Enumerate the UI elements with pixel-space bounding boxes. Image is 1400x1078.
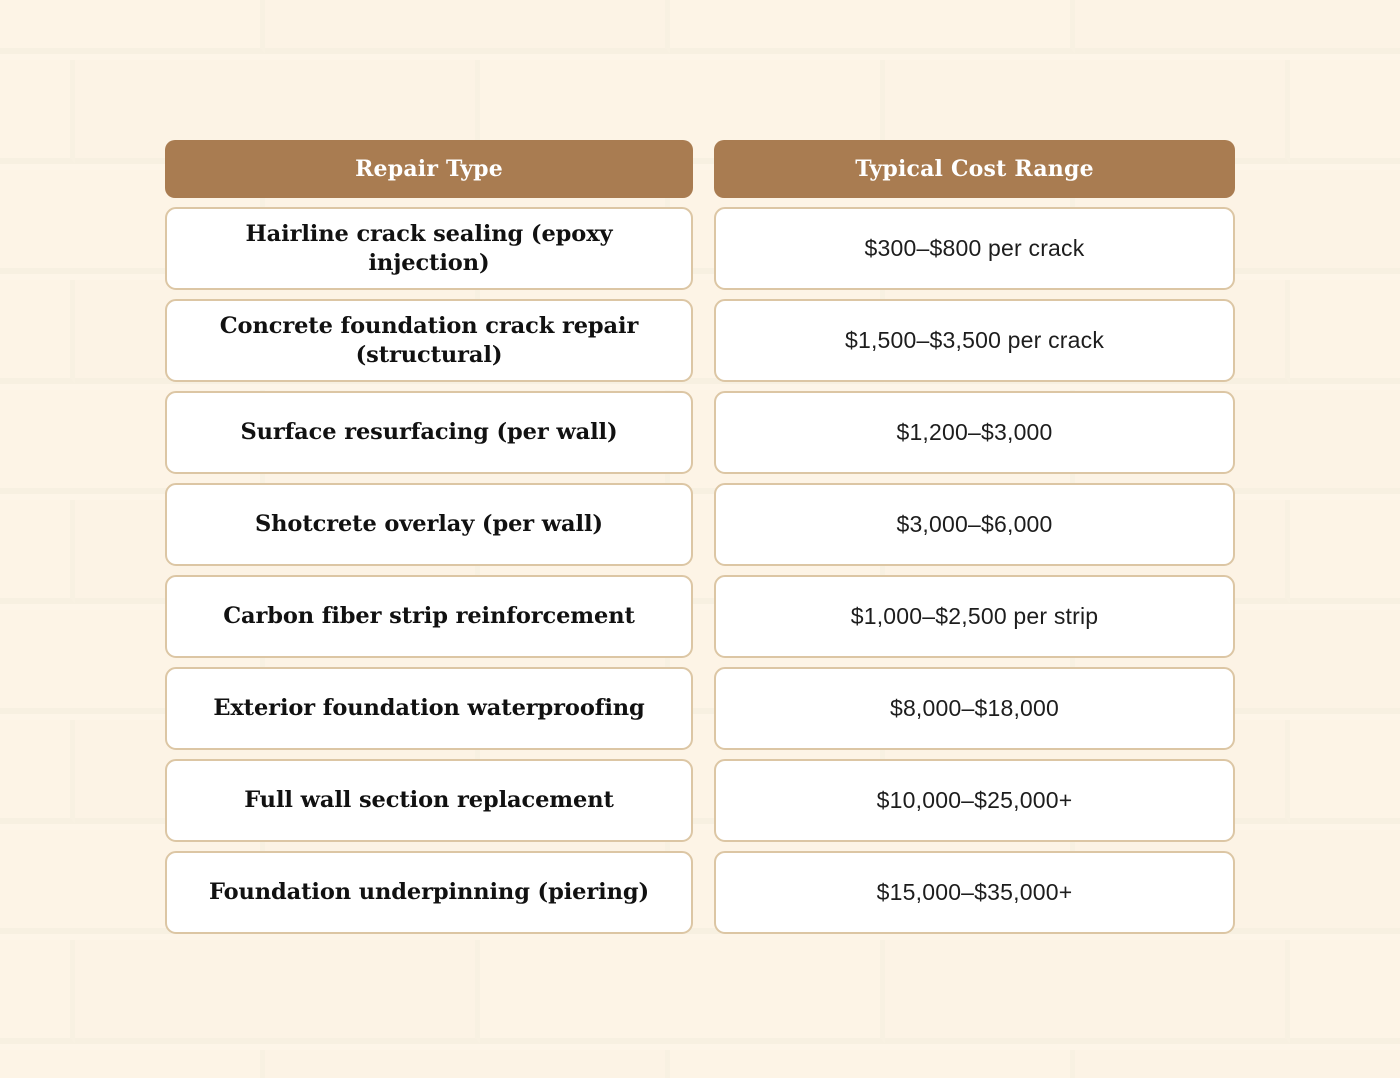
brick [265,0,670,54]
repair-type-value: Concrete foundation crack repair (structural) [219,312,639,368]
brick-row [0,940,1400,1050]
cost-range-value: $8,000–$18,000 [889,695,1060,721]
table-row [700,759,1235,851]
cost-range-value: $10,000–$25,000+ [876,787,1073,813]
table-row [700,391,1235,483]
repair-type-value: Surface resurfacing (per wall) [240,419,618,446]
table-row [700,575,1235,667]
brick [0,0,265,54]
brick [0,60,75,164]
repair-cost-table [165,140,1235,943]
table-row [165,299,700,391]
brick [0,720,75,824]
brick [75,940,480,1044]
brick [1075,0,1400,54]
cost-range-value: $1,000–$2,500 per strip [850,603,1099,629]
repair-type-value: Carbon fiber strip reinforcement [223,603,635,630]
brick [0,280,75,384]
brick [1290,280,1400,384]
repair-type-value: Full wall section replacement [244,787,614,814]
brick [0,940,75,1044]
column-header-label: Typical Cost Range [855,156,1094,182]
brick [1290,940,1400,1044]
table-row [165,575,700,667]
repair-type-value: Hairline crack sealing (epoxy injection) [245,220,613,276]
brick [1290,500,1400,604]
table-row [700,299,1235,391]
table-row [165,483,700,575]
cost-range-value: $1,500–$3,500 per crack [844,327,1105,353]
table-row [165,667,700,759]
brick [670,0,1075,54]
repair-type-value: Foundation underpinning (piering) [208,879,650,906]
brick [0,1050,265,1078]
brick [1290,720,1400,824]
table-row [165,759,700,851]
cost-range-value: $3,000–$6,000 [896,511,1053,537]
brick-row [0,0,1400,60]
table-grid [165,140,1235,943]
table-row [700,667,1235,759]
brick [0,500,75,604]
brick [1075,1050,1400,1078]
table-row [700,207,1235,299]
brick [480,940,885,1044]
column-header-label: Repair Type [355,156,503,182]
brick [885,940,1290,1044]
table-row [700,851,1235,943]
brick [265,1050,670,1078]
repair-type-value: Exterior foundation waterproofing [213,695,645,722]
brick [1290,60,1400,164]
repair-type-value: Shotcrete overlay (per wall) [255,511,603,538]
brick-row [0,1050,1400,1078]
table-header-repair-type [165,140,700,207]
table-row [165,207,700,299]
cost-range-value: $300–$800 per crack [864,235,1085,261]
cost-range-value: $1,200–$3,000 [896,419,1053,445]
brick [670,1050,1075,1078]
table-row [700,483,1235,575]
cost-range-value: $15,000–$35,000+ [876,879,1073,905]
table-header-cost-range [700,140,1235,207]
table-row [165,391,700,483]
table-row [165,851,700,943]
